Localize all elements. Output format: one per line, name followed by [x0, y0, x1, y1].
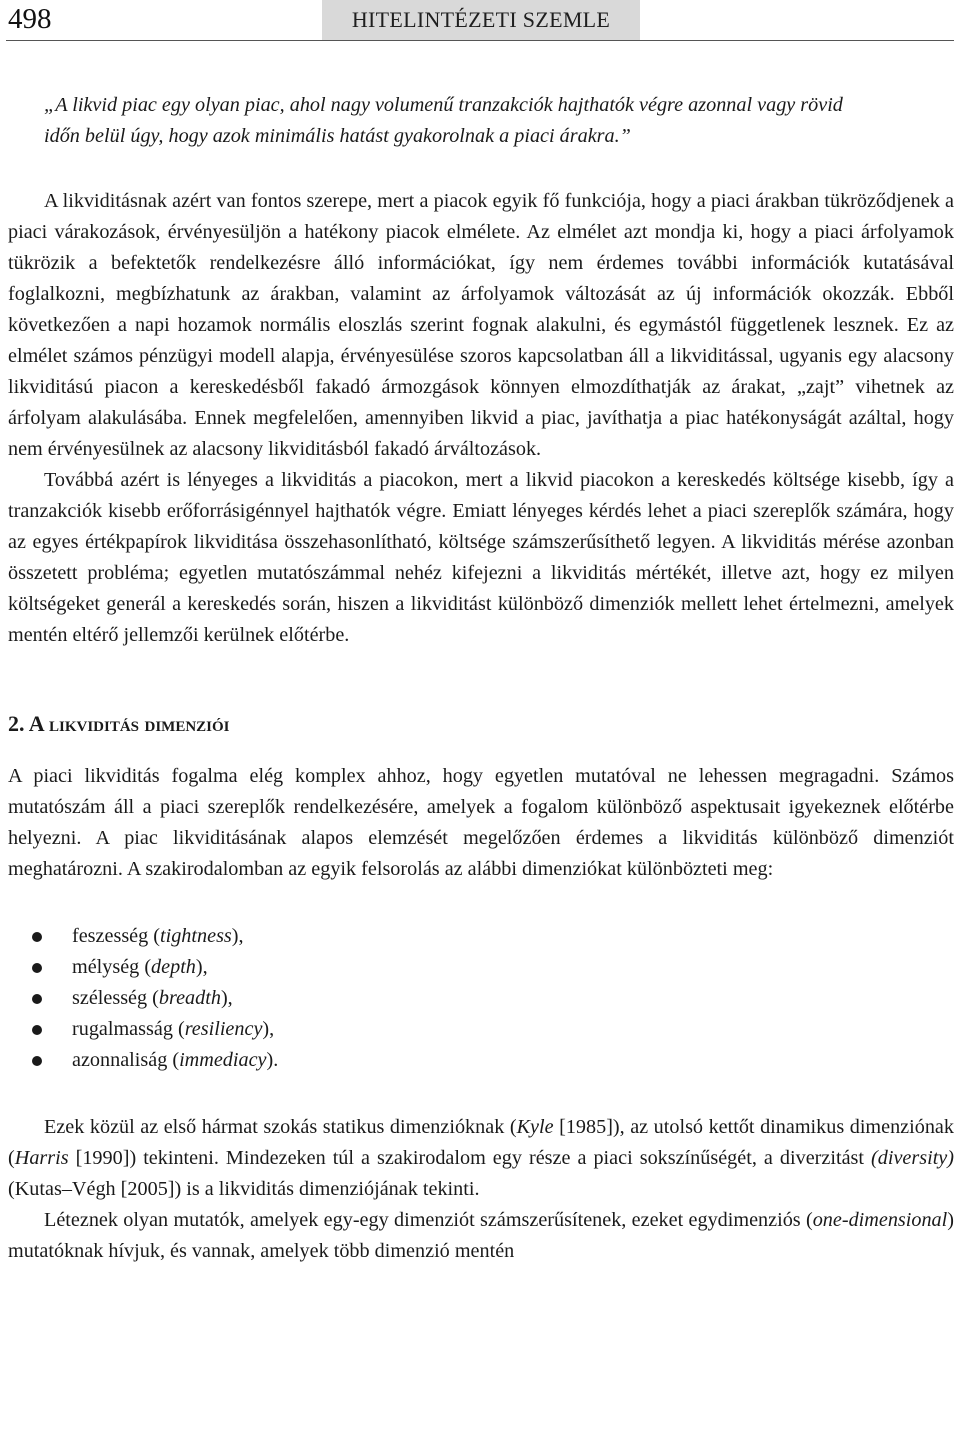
- definition-quote: „A likvid piac egy olyan piac, ahol nagy volumenű tranzakciók hajthatók végre azonnal vagy rövid időn belül úgy, hogy azok minimális hatást gyakorolnak a piaci árakra.”: [44, 94, 843, 147]
- section-heading: [8, 709, 954, 739]
- paragraph-1: A likviditásnak azért van fontos szerepe, mert a piacok egyik fő funkciója, hogy a piaci árakban tükröződjenek a piaci várakozások, érvényesüljön a hatékony piacok elmélete. Az elmélet azt mondja ki, hogy a piaci árfolyamok tükrözik a befektetők rendelkezésre álló információkat, így nem érdemes további információk kutatásával foglalkozni, megbízhatunk az árakban, valamint az árfolyamok változását az új információk okozzák. Ebből következően a napi hozamok normális eloszlás szerint fognak alakulni, és egymástól függetlenek lesznek. Ez az elmélet számos pénzügyi modell alapja, érvényesülése szoros kapcsolatban áll a likviditással, ugyanis egy alacsony likviditású piacon a kereskedésből fakadó ármozgások könnyen elmozdíthatják az árakat, „zajt” vihetnek az árfolyam alakulásába. Ennek megfelelően, amennyiben likvid a piac, javíthatja a piac hatékonyságát azáltal, hogy nem érvényesülnek az alacsony likviditásból fakadó árváltozások.: [8, 190, 954, 460]
- dimension-list: [8, 921, 954, 1076]
- list-item: szélesség (breadth),: [8, 983, 954, 1014]
- section-title: A likviditás dimenziói: [28, 711, 230, 736]
- paragraph-4: Léteznek olyan mutatók, amelyek egy-egy dimenziót számszerűsítenek, ezeket egydimenziós (one-dimensional) mutatóknak hívjuk, és vannak, amelyek több dimenzió mentén: [8, 1209, 954, 1262]
- journal-title: HITELINTÉZETI SZEMLE: [322, 0, 640, 40]
- bullet-icon: [32, 1056, 42, 1066]
- list-item: azonnaliság (immediacy).: [8, 1045, 954, 1076]
- bullet-icon: [32, 932, 42, 942]
- list-item: mélység (depth),: [8, 952, 954, 983]
- list-item: rugalmasság (resiliency),: [8, 1014, 954, 1045]
- page-number: 498: [8, 3, 52, 35]
- bullet-icon: [32, 1025, 42, 1035]
- section-intro: A piaci likviditás fogalma elég komplex ahhoz, hogy egyetlen mutatóval ne lehessen megragadni. Számos mutatószám áll a piaci szereplők rendelkezésére, amelyek a fogalom különböző aspektusait igyekeznek előtérbe helyezni. A piac likviditásának alapos elemzését megelőzően érdemes a likviditás különböző dimenziót meghatározni. A szakirodalomban az egyik felsorolás az alábbi dimenziókat különbözteti meg:: [8, 765, 954, 880]
- page-header: [0, 0, 960, 42]
- paragraph-2: Továbbá azért is lényeges a likviditás a piacokon, mert a likvid piacokon a kereskedés költsége kisebb, így a tranzakciók kisebb erőforrásigénnyel hajthatók végre. Emiatt lényeges kérdés lehet a piaci szereplők számára, hogy az egyes értékpapírok likviditása összehasonlítható, költsége számszerűsíthető legyen. A likviditás mérése azonban összetett probléma; egyetlen mutatószámmal nehéz kifejezni a likviditás mértékét, illetve azt, hogy ez milyen költségeket generál a kereskedés során, hiszen a likviditást különböző dimenziók mellett lehet értelmezni, amelyek mentén eltérő jellemzői kerülnek előtérbe.: [8, 469, 954, 646]
- list-item: feszesség (tightness),: [8, 921, 954, 952]
- citation-harris: Harris: [14, 1147, 69, 1169]
- citation-kyle: Kyle: [516, 1116, 554, 1138]
- section-number: 2.: [8, 711, 25, 736]
- bullet-icon: [32, 994, 42, 1004]
- header-rule: [6, 40, 954, 41]
- bullet-icon: [32, 963, 42, 973]
- article-body: [8, 90, 954, 1267]
- paragraph-3: Ezek közül az első hármat szokás statikus dimenzióknak (Kyle [1985]), az utolsó kettőt dinamikus dimenziónak (Harris [1990]) tekinteni. Mindezeken túl a szakirodalom egy része a piaci sokszínűségét, a diverzitást (diversity) (Kutas–Végh [2005]) is a likviditás dimenziójának tekinti.: [8, 1116, 954, 1200]
